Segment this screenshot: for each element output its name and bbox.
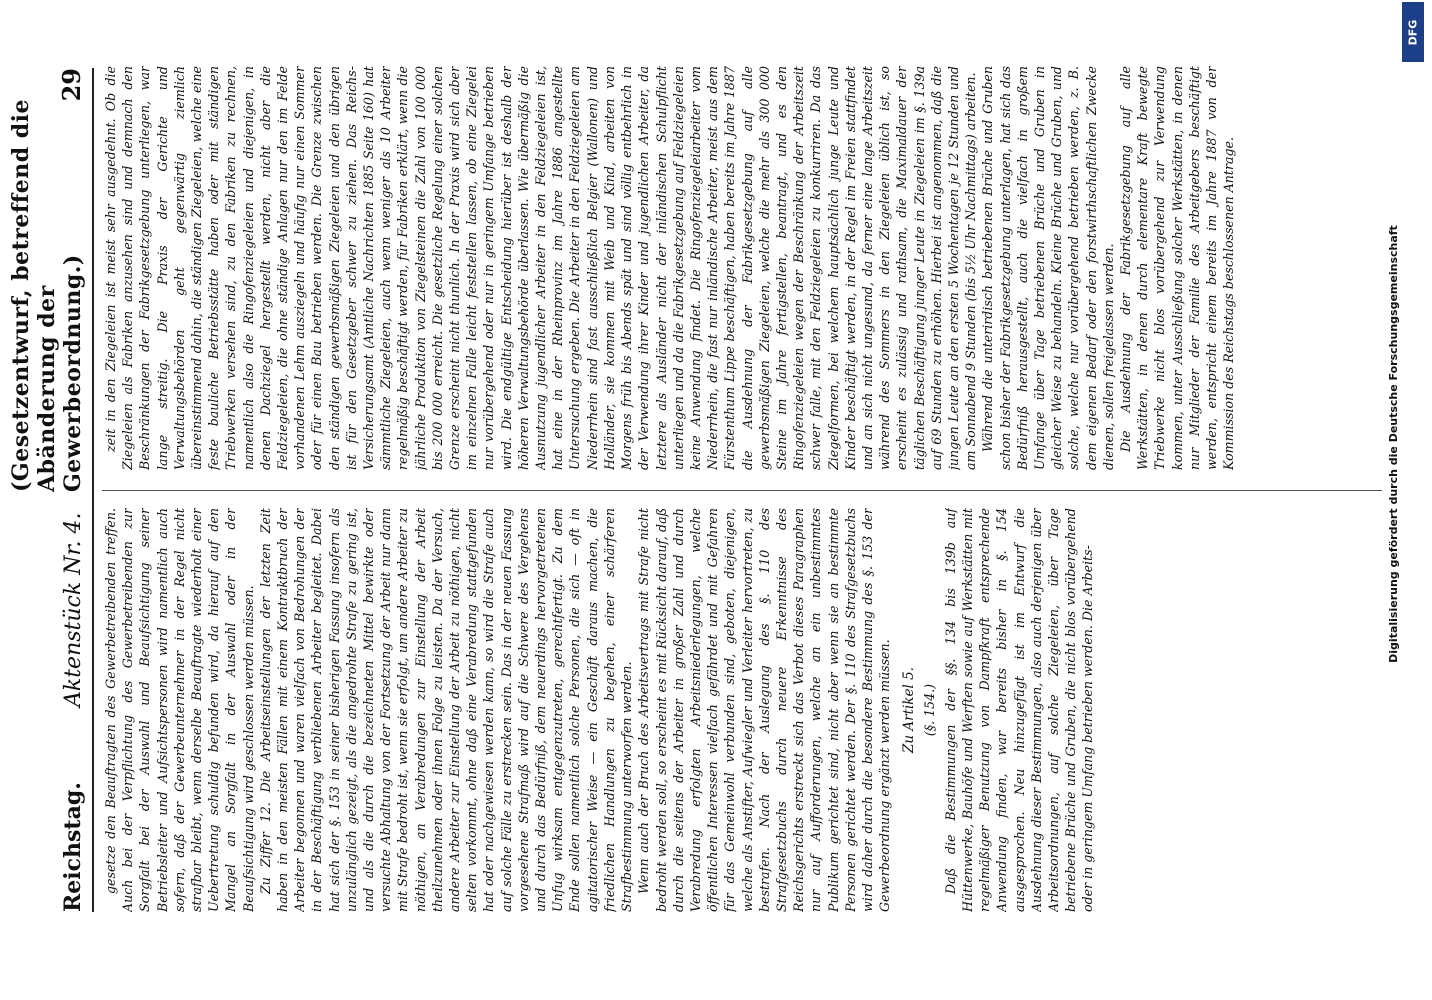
section-heading: Zu Artikel 5.	[901, 667, 918, 753]
header-collection: Aktenstück Nr. 4.	[61, 512, 86, 707]
left-column	[102, 508, 1382, 912]
dfg-logo: DFG	[1402, 2, 1424, 62]
paragraph: Daß die Bestimmungen der §§. 134 bis 139b auf Hüttenwerke, Bauhöfe und Werften sowie auf Werkstätten mit regelmäßiger Benutzung von Dampfkraft entsprechende Anwendung finden, war bereits bisher in §. 154 ausgesprochen. Neu hinzugefügt ist im Entwurf die Ausdehnung dieser Bestimmungen, also auch derjenigen über Arbeitsordnungen, auf solche Ziegeleien, über Tage betriebene Brüche und Gruben, die nicht blos vorübergehend oder in geringem Umfang betrieben werden. Die Arbeits-	[942, 508, 1096, 912]
scanned-page	[8, 40, 1400, 940]
page-number: 29	[57, 68, 86, 102]
paragraph: Wenn auch der Bruch des Arbeitsvertrags mit Strafe nicht bedroht werden soll, so erscheint es mit Rücksicht darauf, daß durch die seitens der Arbeiter in großer Zahl und durch Verabredung erfolgten Arbeitsniederlegungen, welche öffentlichen Interessen vielfach gefährdet und mit Gefahren für das Gemeinwohl verbunden sind, geboten, diejenigen, welche als Anstifter, Aufwiegler und Verleiter hervortreten, zu bestrafen. Nach der Auslegung des §. 110 des Strafgesetzbuchs durch neuere Erkenntnisse des Reichsgerichts erstreckt sich das Verbot dieses Paragraphen nur auf Aufforderungen, welche an ein unbestimmtes Publikum gerichtet sind, nicht aber wenn sie an bestimmte Personen gerichtet werden. Der §. 110 des Strafgesetzbuchs wird daher durch die besondere Bestimmung des §. 153 der Gewerbeordnung ergänzt werden müssen.	[636, 508, 893, 912]
paragraph: Die Ausdehnung der Fabrikgesetzgebung auf alle Werkstätten, in denen durch elementare Kraft bewegte Triebwerke nicht blos vorübergehend zur Verwendung kommen, unter Ausschließung solcher Werkstätten, in denen nur Mitglieder der Familie des Arbeitgebers beschäftigt werden, entspricht einem bereits im Jahre 1887 von der Kommission des Reichstags beschlossenen Antrage.	[1117, 66, 1237, 470]
digitization-note: Digitalisierung gefördert durch die Deutsche Forschungsgemeinschaft	[1387, 225, 1400, 663]
document-page	[8, 40, 1400, 940]
right-column	[102, 66, 1382, 470]
paragraph: zeit in den Ziegeleien ist meist sehr ausgedehnt. Ob die Ziegeleien als Fabriken anzusehen sind und demnach den Beschränkungen der Fabrikgesetzgebung unterliegen, war lange streitig. Die Praxis der Gerichte und Verwaltungsbehörden geht gegenwärtig ziemlich übereinstimmend dahin, die ständigen Ziegeleien, welche eine feste bauliche Betriebsstätte haben oder mit ständigen Triebwerken versehen sind, zu den Fabriken zu rechnen, namentlich also die Ringofenziegeleien und diejenigen, in denen Dachziegel hergestellt werden, nicht aber die Feldziegeleien, die ohne ständige Anlagen nur den im Felde vorhandenen Lehm ausziegeln und häufig nur einen Sommer oder für einen Bau betrieben werden. Die Grenze zwischen den ständigen gewerbsmäßigen Ziegeleien und den übrigen ist für den Gesetzgeber schwer zu ziehen. Das Reichs-Versicherungsamt (Amtliche Nachrichten 1885 Seite 160) hat sämmtliche Ziegeleien, auch wenn weniger als 10 Arbeiter regelmäßig beschäftigt werden, für Fabriken erklärt, wenn die jährliche Produktion von Ziegelsteinen die Zahl von 100 000 bis 200 000 erreicht. Die gesetzliche Regelung einer solchen Grenze erscheint nicht thunlich. In der Praxis wird sich aber im einzelnen Falle leicht feststellen lassen, ob eine Ziegelei nur vorübergehend oder nur in geringem Umfange betrieben wird. Die endgültige Entscheidung hierüber ist deshalb der höheren Verwaltungsbehörde überlassen. Wie übermäßig die Ausnutzung jugendlicher Arbeiter in den Feldziegeleien ist, hat eine in der Rheinprovinz im Jahre 1886 angestellte Untersuchung ergeben. Die Arbeiter in den Feldziegeleien am Niederrhein sind fast ausschließlich Belgier (Wallonen) und Holländer, sie kommen mit Weib und Kind, arbeiten von Morgens früh bis Abends spät und sind völlig entbehrlich in der Verwendung ihrer Kinder und jugendlichen Arbeiter, da letztere als Ausländer nicht der inländischen Schulpflicht unterliegen und da die Fabrikgesetzgebung auf Feldziegeleien keine Anwendung findet. Die Ringofenziegeleiarbeiter vom Niederrhein, die fast nur inländische Arbeiter, meist aus dem Fürstenthum Lippe beschäftigen, haben bereits im Jahre 1887 die Ausdehnung der Fabrikgesetzgebung auf alle gewerbsmäßigen Ziegeleien, welche die mehr als 300 000 Steine im Jahre fertigstellen, beantragt, und es den Ringofenziegeleien wegen der Beschränkung der Arbeitszeit schwer falle, mit den Feldziegeleien zu konkurriren. Da das Ziegelformen, bei welchem hauptsächlich junge Leute und Kinder beschäftigt werden, in der Regel im Freien stattfindet und an sich nicht ungesund, da ferner eine lange Arbeitszeit während des Sommers in den Ziegeleien üblich ist, so erscheint es zulässig und rathsam, die Maximaldauer der täglichen Beschäftigung junger Leute in Ziegeleien im §. 139a auf 69 Stunden zu erhöhen. Hierbei ist angenommen, daß die jungen Leute an den ersten 5 Wochentagen je 12 Stunden und am Sonnabend 9 Stunden (bis 5½ Uhr Nachmittags) arbeiten.	[103, 66, 979, 470]
digitization-sidebar	[1387, 0, 1430, 1000]
header-institution: Reichstag.	[60, 782, 86, 912]
paragraph: gesetze den Beauftragten des Gewerbetreibenden treffen. Auch bei der Verpflichtung des Gewerbetreibenden zur Sorgfalt bei der Auswahl und Beaufsichtigung seiner Betriebsleiter und Aufsichtspersonen wird namentlich auch sofern, daß der Gewerbeunternehmer in der Regel nicht strafbar bleibt, wenn derselbe Beauftragte wiederholt einer Uebertretung schuldig befunden wird, da hierauf auf den Mangel an Sorgfalt in der Auswahl oder in der Beaufsichtigung wird geschlossen werden müssen.	[103, 508, 256, 912]
section-subheading: (§. 154.)	[921, 683, 937, 737]
paragraph: Während die unterirdisch betriebenen Brüche und Gruben schon bisher der Fabrikgesetzgebung unterlagen, hat sich das Bedürfniß herausgestellt, auch die vielfach in großem Umfange über Tage betriebenen Brüche und Gruben in gleicher Weise zu behandeln. Kleine Brüche und Gruben, und solche, welche nur vorübergehend betrieben werden, z. B. dem eigenen Bedarf oder den forstwirthschaftlichen Zwecke dienen, sollen freigelassen werden.	[980, 66, 1116, 470]
paragraph: Zu Ziffer 12. Die Arbeitseinstellungen der letzten Zeit haben in den meisten Fällen mit einem Kontraktbruch der Arbeiter begonnen und waren vielfach von Bedrohungen der in der Beschäftigung verbliebenen Arbeiter begleitet. Dabei hat sich der §. 153 in seiner bisherigen Fassung insofern als unzulänglich gezeigt, als die angedrohte Strafe zu gering ist, und als die durch die bezeichneten Mittel bewirkte oder versuchte Abhaltung von der Fortsetzung der Arbeit nur dann mit Strafe bedroht ist, wenn sie erfolgt, um andere Arbeiter zu nöthigen, an Verabredungen zur Einstellung der Arbeit theilzunehmen oder ihnen Folge zu leisten. Da der Versuch, andere Arbeiter zur Einstellung der Arbeit zu nöthigen, nicht selten vorkommt, ohne daß eine Verabredung stattgefunden hat oder nachgewiesen werden kann, so wird die Strafe auch auf solche Fälle zu erstrecken sein. Das in der neuen Fassung vorgesehene Strafmaß wird auf die Schwere des Vergehens und durch das Bedürfniß, dem neuerdings hervorgetretenen Unfug wirksam entgegenzutreten, gerechtfertigt. Zu dem Ende sollen namentlich solche Personen, die sich — oft in agitatorischer Weise — ein Geschäft daraus machen, die friedlichen Handlungen zu begehen, einer schärferen Strafbestimmung unterworfen werden.	[257, 508, 635, 912]
header-rule	[92, 68, 94, 912]
header-title: (Gesetzentwurf, betreffend die Abänderung der Gewerbeordnung.)	[8, 98, 86, 492]
page-header	[8, 68, 90, 912]
column-divider	[102, 490, 1382, 491]
